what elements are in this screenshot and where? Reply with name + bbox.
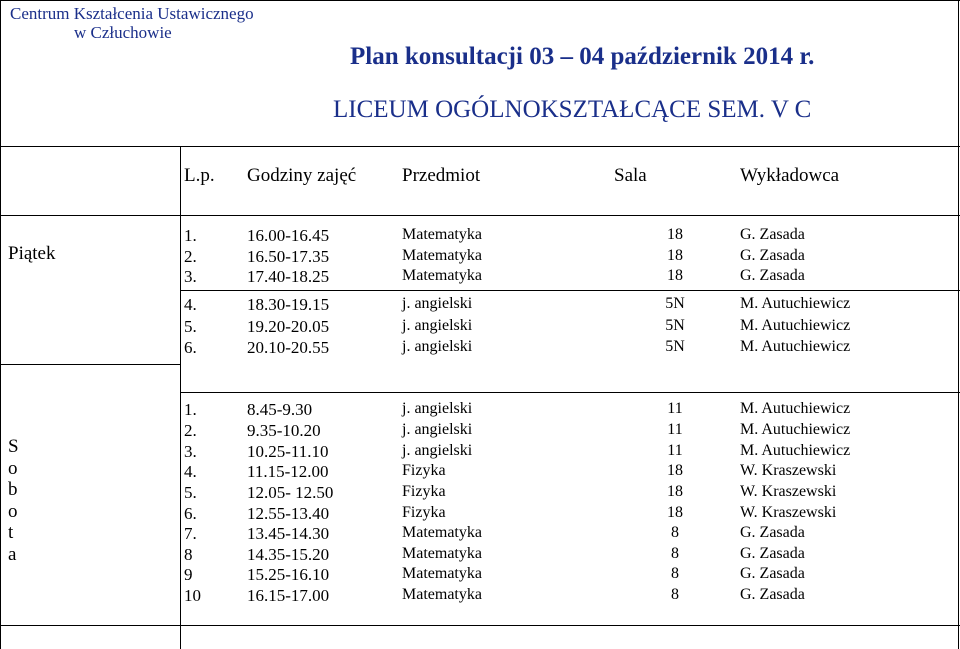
- row-hours: 12.05- 12.50: [247, 483, 334, 502]
- row-hours: 16.15-17.00: [247, 586, 330, 605]
- row-hours: 16.50-17.35: [247, 247, 330, 266]
- row-teacher: G. Zasada: [740, 586, 805, 603]
- row-hours: 10.25-11.10: [247, 442, 329, 461]
- row-number: 7.: [184, 524, 197, 543]
- row-number: 10: [184, 586, 201, 605]
- table-rule: [0, 625, 960, 626]
- row-number: 5.: [184, 317, 197, 336]
- row-hours: 19.20-20.05: [247, 317, 330, 336]
- row-subject: Matematyka: [402, 524, 482, 541]
- row-number: 4.: [184, 462, 197, 481]
- table-rule: [0, 146, 960, 147]
- table-rule: [180, 290, 960, 291]
- row-room: 18: [667, 226, 683, 243]
- row-room: 11: [667, 400, 683, 417]
- row-subject: Matematyka: [402, 226, 482, 243]
- row-hours: 8.45-9.30: [247, 400, 313, 419]
- row-number: 4.: [184, 295, 197, 314]
- row-subject: j. angielski: [402, 400, 473, 417]
- row-teacher: G. Zasada: [740, 565, 805, 582]
- column-header-room: Sala: [614, 165, 647, 186]
- table-rule: [180, 146, 181, 649]
- row-room: 11: [667, 421, 683, 438]
- row-room: 5N: [665, 295, 685, 312]
- row-teacher: W. Kraszewski: [740, 462, 837, 479]
- row-number: 3.: [184, 442, 197, 461]
- row-hours: 16.00-16.45: [247, 226, 330, 245]
- organization-location: w Człuchowie: [74, 23, 172, 42]
- row-subject: Fizyka: [402, 462, 446, 479]
- column-header-hours: Godziny zajęć: [247, 165, 357, 186]
- row-teacher: G. Zasada: [740, 226, 805, 243]
- row-hours: 17.40-18.25: [247, 267, 330, 286]
- row-subject: j. angielski: [402, 295, 473, 312]
- row-hours: 15.25-16.10: [247, 565, 330, 584]
- row-number: 8: [184, 545, 193, 564]
- row-room: 18: [667, 462, 683, 479]
- row-number: 3.: [184, 267, 197, 286]
- row-room: 18: [667, 504, 683, 521]
- row-number: 2.: [184, 421, 197, 440]
- row-room: 8: [671, 586, 679, 603]
- row-teacher: M. Autuchiewicz: [740, 338, 851, 355]
- row-hours: 11.15-12.00: [247, 462, 329, 481]
- row-subject: j. angielski: [402, 338, 473, 355]
- row-hours: 18.30-19.15: [247, 295, 330, 314]
- row-subject: Matematyka: [402, 545, 482, 562]
- row-number: 1.: [184, 226, 197, 245]
- row-room: 5N: [665, 317, 685, 334]
- row-teacher: M. Autuchiewicz: [740, 295, 851, 312]
- table-rule: [0, 364, 180, 365]
- row-teacher: W. Kraszewski: [740, 504, 837, 521]
- row-room: 18: [667, 483, 683, 500]
- row-room: 18: [667, 247, 683, 264]
- row-subject: j. angielski: [402, 442, 473, 459]
- row-room: 8: [671, 545, 679, 562]
- row-teacher: M. Autuchiewicz: [740, 400, 851, 417]
- row-subject: Matematyka: [402, 267, 482, 284]
- row-hours: 12.55-13.40: [247, 504, 330, 523]
- column-header-subject: Przedmiot: [402, 165, 481, 186]
- row-teacher: G. Zasada: [740, 524, 805, 541]
- row-subject: Fizyka: [402, 504, 446, 521]
- row-room: 5N: [665, 338, 685, 355]
- day-label-friday: Piątek: [8, 243, 56, 264]
- page-title: Plan konsultacji 03 – 04 październik 2014 r.: [350, 43, 815, 70]
- row-room: 8: [671, 524, 679, 541]
- row-subject: Fizyka: [402, 483, 446, 500]
- organization-name: Centrum Kształcenia Ustawicznego: [10, 4, 254, 23]
- row-teacher: G. Zasada: [740, 545, 805, 562]
- table-rule: [0, 215, 960, 216]
- table-border-left: [0, 0, 1, 649]
- row-teacher: W. Kraszewski: [740, 483, 837, 500]
- row-subject: Matematyka: [402, 586, 482, 603]
- row-number: 9: [184, 565, 193, 584]
- row-teacher: M. Autuchiewicz: [740, 317, 851, 334]
- row-subject: Matematyka: [402, 247, 482, 264]
- row-room: 11: [667, 442, 683, 459]
- page-subtitle: LICEUM OGÓLNOKSZTAŁCĄCE SEM. V C: [333, 96, 812, 123]
- table-border-right: [958, 0, 959, 649]
- row-room: 18: [667, 267, 683, 284]
- row-number: 1.: [184, 400, 197, 419]
- table-border-top: [0, 0, 960, 1]
- row-number: 5.: [184, 483, 197, 502]
- row-hours: 13.45-14.30: [247, 524, 330, 543]
- row-number: 6.: [184, 504, 197, 523]
- row-number: 2.: [184, 247, 197, 266]
- column-header-lp: L.p.: [184, 165, 215, 186]
- row-teacher: M. Autuchiewicz: [740, 421, 851, 438]
- row-subject: j. angielski: [402, 317, 473, 334]
- row-hours: 14.35-15.20: [247, 545, 330, 564]
- row-subject: j. angielski: [402, 421, 473, 438]
- column-header-teacher: Wykładowca: [740, 165, 840, 186]
- day-label-saturday: S o b o t a: [8, 436, 19, 565]
- row-number: 6.: [184, 338, 197, 357]
- row-hours: 9.35-10.20: [247, 421, 321, 440]
- row-room: 8: [671, 565, 679, 582]
- table-rule: [180, 392, 960, 393]
- row-teacher: G. Zasada: [740, 267, 805, 284]
- row-hours: 20.10-20.55: [247, 338, 330, 357]
- row-subject: Matematyka: [402, 565, 482, 582]
- row-teacher: M. Autuchiewicz: [740, 442, 851, 459]
- row-teacher: G. Zasada: [740, 247, 805, 264]
